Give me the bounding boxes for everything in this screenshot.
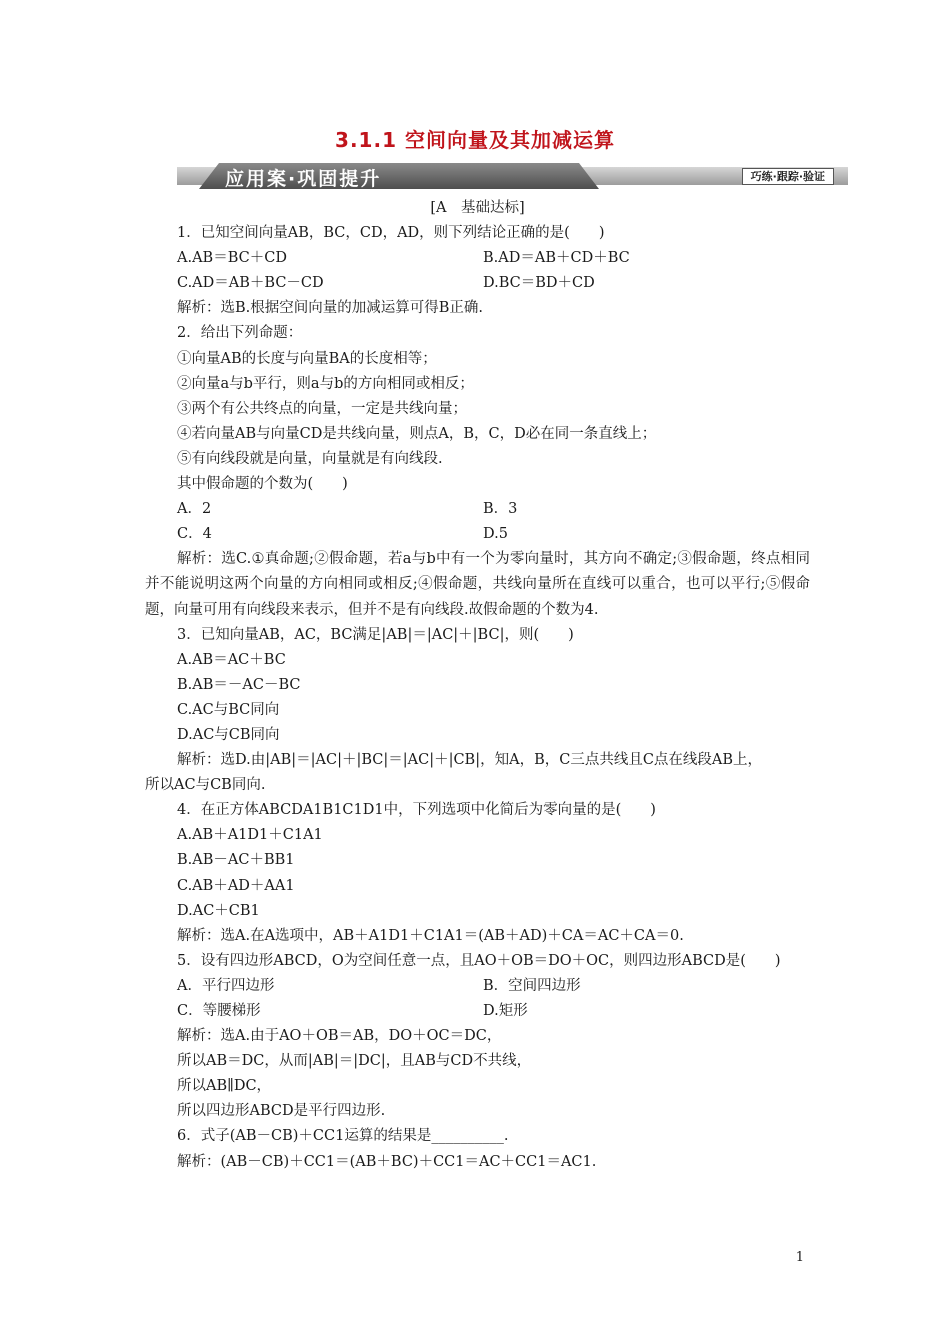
- section-heading: [A 基础达标]: [430, 200, 525, 216]
- q4-option-a: A.AB＋A1D1＋C1A1: [177, 827, 323, 844]
- q5-option-b: B．空间四边形: [483, 977, 581, 994]
- q5-option-c: C．等腰梯形: [177, 1003, 261, 1019]
- page-number: 1: [795, 1250, 804, 1265]
- q4-solution: 解析：选A.在A选项中，AB＋A1D1＋C1A1＝(AB＋AD)＋CA＝AC＋CA＝0.: [177, 927, 684, 944]
- q1-option-c: C.AD＝AB＋BC－CD: [177, 275, 324, 292]
- q2-options-cd: [145, 522, 810, 547]
- q2-proposition-3: ③两个有公共终点的向量，一定是共线向量；: [177, 400, 467, 417]
- q2-question: 其中假命题的个数为( ): [177, 476, 348, 493]
- q2-proposition-2: ②向量a与b平行，则a与b的方向相同或相反；: [177, 375, 474, 392]
- q3-option-c: C.AC与BC同向: [177, 701, 280, 718]
- page-number-row: [0, 1250, 950, 1265]
- q2-proposition-5: ⑤有向线段就是向量，向量就是有向线段.: [177, 450, 443, 467]
- q5-solution-line4: 所以四边形ABCD是平行四边形.: [177, 1103, 386, 1120]
- q5-solution-line3: 所以AB∥DC，: [177, 1078, 272, 1095]
- q6-solution: 解析：(AB－CB)＋CC1＝(AB＋BC)＋CC1＝AC＋CC1＝AC1.: [177, 1153, 597, 1170]
- q5-solution-line1: 解析：选A.由于AO＋OB＝AB，DO＋OC＝DC，: [177, 1028, 502, 1045]
- q1-options-cd: [145, 271, 810, 296]
- q2-proposition-4: ④若向量AB与向量CD是共线向量，则点A，B，C，D必在同一条直线上；: [177, 425, 657, 442]
- q5-option-d: D.矩形: [483, 1003, 528, 1019]
- q4-option-c: C.AB＋AD＋AA1: [177, 877, 295, 894]
- q3-stem: 3．已知向量AB，AC，BC满足|AB|＝|AC|＋|BC|，则( ): [177, 626, 574, 643]
- q2-option-a: A．2: [177, 501, 212, 518]
- q2-option-d: D.5: [483, 526, 508, 543]
- q1-option-d: D.BC＝BD＋CD: [483, 275, 595, 292]
- document-body: [145, 196, 810, 1175]
- q3-solution-line2: 所以AC与CB同向.: [145, 777, 266, 794]
- page-title: 3.1.1 空间向量及其加减运算: [335, 128, 615, 152]
- q5-solution-line2: 所以AB＝DC，从而|AB|＝|DC|，且AB与CD不共线，: [177, 1053, 532, 1070]
- section-banner: [177, 163, 848, 190]
- q4-stem: 4．在正方体ABCDA1B1C1D1中，下列选项中化简后为零向量的是( ): [177, 802, 656, 819]
- banner-left-label: 应用案·巩固提升: [225, 168, 382, 190]
- q1-stem: 1．已知空间向量AB，BC，CD，AD，则下列结论正确的是( ): [177, 225, 605, 242]
- banner-right-label: 巧练·跟踪·验证: [742, 168, 834, 185]
- q2-option-b: B．3: [483, 501, 518, 518]
- q2-options-ab: [145, 497, 810, 522]
- q5-stem: 5．设有四边形ABCD，O为空间任意一点，且AO＋OB＝DO＋OC，则四边形ABCD是( ): [177, 952, 781, 969]
- q2-option-c: C．4: [177, 526, 212, 543]
- q5-option-a: A．平行四边形: [177, 977, 275, 994]
- q6-stem: 6．式子(AB－CB)＋CC1运算的结果是__________.: [177, 1128, 509, 1145]
- q3-solution-line1: 解析：选D.由|AB|＝|AC|＋|BC|＝|AC|＋|CB|，知A，B，C三点共线且C点在线段AB上，: [177, 752, 763, 769]
- q1-option-a: A.AB＝BC＋CD: [177, 250, 287, 267]
- q3-option-a: A.AB＝AC＋BC: [177, 651, 286, 668]
- q4-option-d: D.AC＋CB1: [177, 902, 260, 919]
- q3-option-d: D.AC与CB同向: [177, 726, 280, 743]
- q2-solution: 解析：选C.①真命题;②假命题，若a与b中有一个为零向量时，其方向不确定;③假命题，终点相同并不能说明这两个向量的方向相同或相反;④假命题，共线向量所在直线可以重合，也可以平行;⑤假命题，向量可用有向线段来表示，但并不是有向线段.故假命题的个数为4.: [145, 551, 810, 618]
- q1-solution: 解析：选B.根据空间向量的加减运算可得B正确.: [177, 300, 484, 317]
- q5-options-ab: [145, 974, 810, 999]
- q2-stem: 2．给出下列命题：: [177, 325, 303, 342]
- q1-option-b: B.AD＝AB＋CD＋BC: [483, 250, 630, 267]
- q5-options-cd: [145, 999, 810, 1024]
- q4-option-b: B.AB－AC＋BB1: [177, 852, 295, 869]
- q2-proposition-1: ①向量AB的长度与向量BA的长度相等；: [177, 350, 437, 367]
- q3-option-b: B.AB＝－AC－BC: [177, 676, 301, 693]
- q1-options-ab: [145, 246, 810, 271]
